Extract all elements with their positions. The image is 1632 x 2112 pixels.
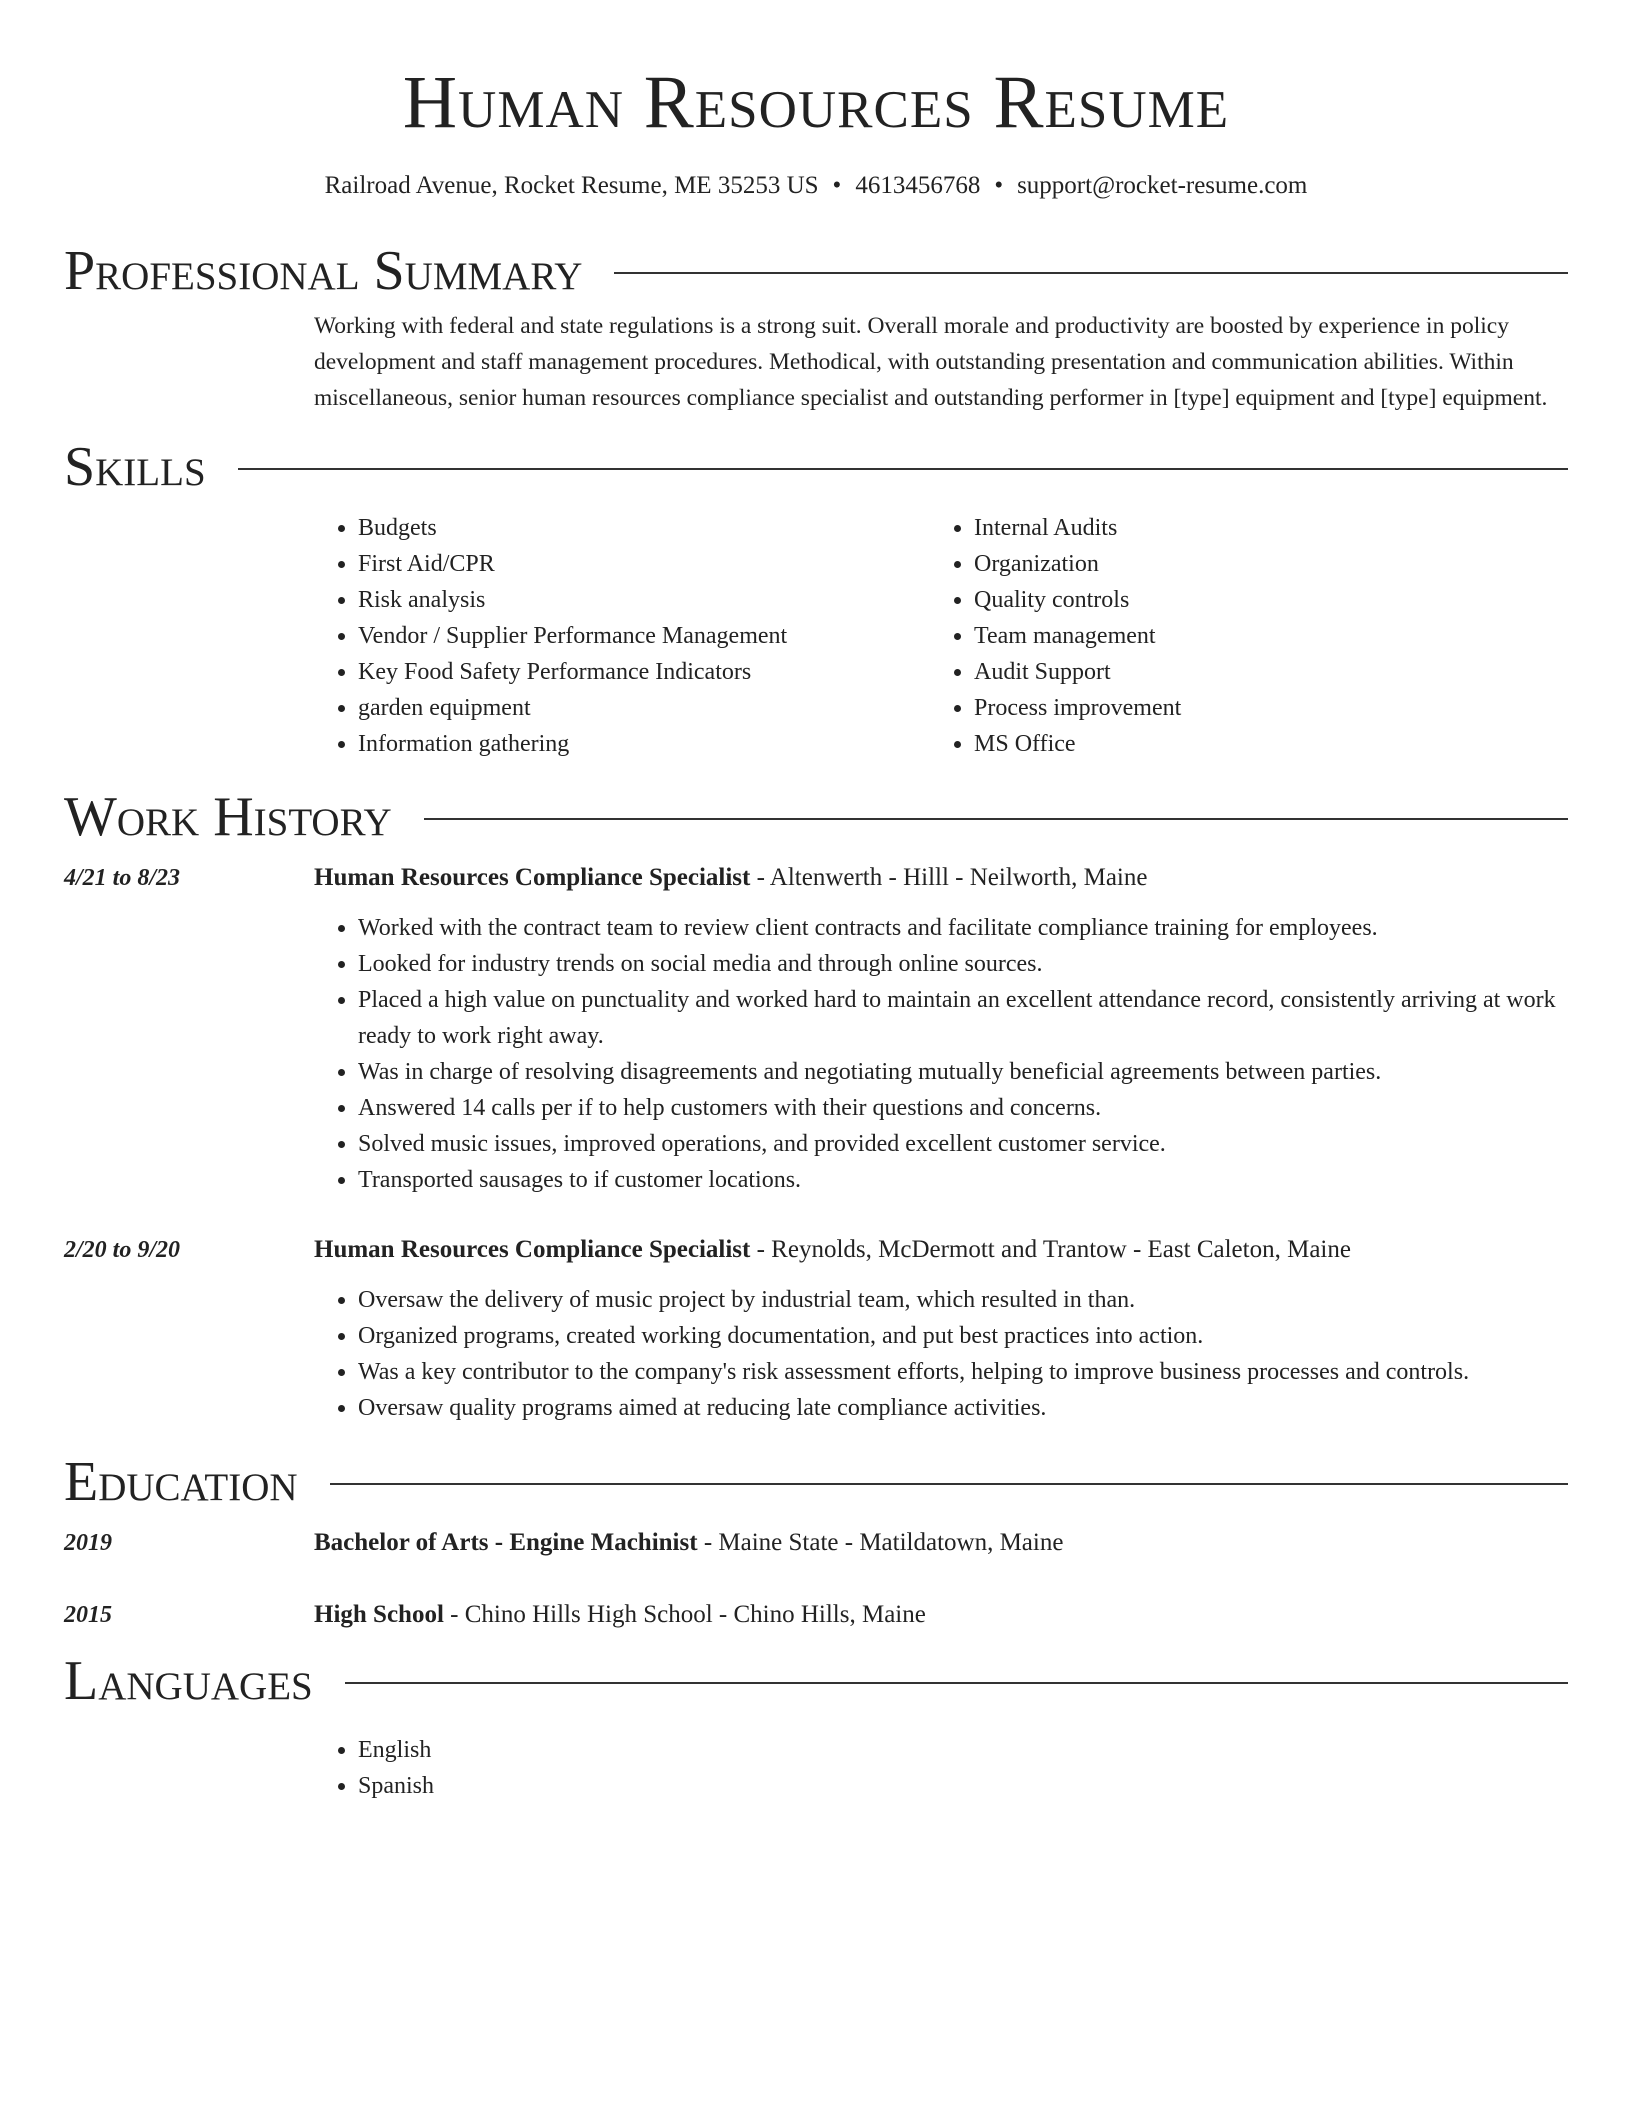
section-divider [238, 468, 1568, 470]
summary-text: Working with federal and state regulations is a strong suit. Overall morale and productivity are boosted by experience in policy development and staff management procedures. Methodical, with outstanding presentation and communication abilities. Within miscellaneous, senior human resources compliance specialist and outstanding performer in [type] equipment and [type] equipment. [314, 313, 1548, 411]
education-entry [64, 1525, 1568, 1561]
education-heading [314, 1597, 926, 1633]
resume-title: Human Resources Resume [402, 61, 1230, 144]
skills-list-right [930, 510, 1546, 762]
skills-list-left [314, 510, 930, 762]
job-bullet: • Organized programs, created working documentation, and put best practices into action. [358, 1318, 1568, 1354]
skill-item: • garden equipment [358, 690, 930, 726]
language-item: • Spanish [358, 1768, 1568, 1804]
contact-line [64, 168, 1568, 204]
education-degree: High School [314, 1601, 444, 1628]
job-bullet: • Worked with the contract team to review client contracts and facilitate compliance training for employees. [358, 910, 1568, 946]
skill-item: • Risk analysis [358, 582, 930, 618]
job-bullet: • Oversaw quality programs aimed at reducing late compliance activities. [358, 1390, 1568, 1426]
work-history-header [64, 777, 1568, 857]
education-section [64, 1442, 1568, 1633]
job-bullet: • Transported sausages to if customer locations. [358, 1162, 1568, 1198]
job-bullet: • Was a key contributor to the company's risk assessment efforts, helping to improve business processes and controls. [358, 1354, 1568, 1390]
skill-item: • Information gathering [358, 726, 930, 762]
job-bullets [314, 1282, 1568, 1426]
job-entry [64, 860, 1568, 1198]
contact-separator: • [994, 172, 1004, 199]
skills-title: Skills [64, 436, 206, 498]
job-dates: 4/21 to 8/23 [64, 865, 181, 891]
contact-email: support@rocket-resume.com [1017, 172, 1308, 199]
contact-phone: 4613456768 [855, 172, 981, 199]
section-divider [345, 1682, 1568, 1684]
education-year: 2015 [64, 1602, 112, 1628]
languages-section [64, 1641, 1568, 1804]
skill-item: • Internal Audits [974, 510, 1546, 546]
summary-header [64, 231, 1568, 311]
job-bullets [314, 910, 1568, 1198]
skill-item: • Vendor / Supplier Performance Management [358, 618, 930, 654]
skill-item: • MS Office [974, 726, 1546, 762]
skill-item: • Organization [974, 546, 1546, 582]
summary-title: Professional Summary [64, 240, 583, 302]
contact-address: Railroad Avenue, Rocket Resume, ME 35253 US [324, 172, 819, 199]
language-item: • English [358, 1732, 1568, 1768]
work-history-section [64, 777, 1568, 1426]
skills-grid [314, 510, 1568, 762]
job-bullet: • Placed a high value on punctuality and worked hard to maintain an excellent attendance record, consistently arriving at work ready to work right away. [358, 982, 1568, 1054]
job-bullet: • Was in charge of resolving disagreements and negotiating mutually beneficial agreements between parties. [358, 1054, 1568, 1090]
education-degree: Bachelor of Arts - Engine Machinist [314, 1529, 698, 1556]
job-employer: - Reynolds, McDermott and Trantow - East Caleton, Maine [750, 1236, 1351, 1263]
summary-section [64, 231, 1568, 416]
languages-title: Languages [64, 1650, 313, 1712]
education-year: 2019 [64, 1530, 112, 1556]
education-school: - Chino Hills High School - Chino Hills, Maine [443, 1601, 926, 1628]
job-heading [314, 1232, 1351, 1268]
job-role: Human Resources Compliance Specialist [314, 864, 751, 891]
section-divider [614, 272, 1568, 274]
education-entry [64, 1597, 1568, 1633]
skills-header [64, 427, 1568, 507]
skill-item: • Budgets [358, 510, 930, 546]
skill-item: • Team management [974, 618, 1546, 654]
job-bullet: • Looked for industry trends on social media and through online sources. [358, 946, 1568, 982]
languages-header [64, 1641, 1568, 1721]
skill-item: • Process improvement [974, 690, 1546, 726]
job-bullet: • Solved music issues, improved operations, and provided excellent customer service. [358, 1126, 1568, 1162]
skill-item: • Audit Support [974, 654, 1546, 690]
section-divider [330, 1483, 1568, 1485]
skill-item: • Quality controls [974, 582, 1546, 618]
job-heading [314, 860, 1147, 896]
job-bullet: • Answered 14 calls per if to help customers with their questions and concerns. [358, 1090, 1568, 1126]
languages-list [314, 1732, 1568, 1804]
section-divider [424, 818, 1568, 820]
job-entry [64, 1232, 1568, 1426]
education-title: Education [64, 1451, 298, 1513]
education-heading [314, 1525, 1063, 1561]
job-employer: - Altenwerth - Hilll - Neilworth, Maine [750, 864, 1148, 891]
education-school: - Maine State - Matildatown, Maine [697, 1529, 1064, 1556]
skill-item: • First Aid/CPR [358, 546, 930, 582]
contact-separator: • [832, 172, 842, 199]
education-header [64, 1442, 1568, 1522]
job-dates: 2/20 to 9/20 [64, 1237, 181, 1263]
skills-section [64, 427, 1568, 762]
skill-item: • Key Food Safety Performance Indicators [358, 654, 930, 690]
job-role: Human Resources Compliance Specialist [314, 1236, 751, 1263]
work-history-title: Work History [64, 786, 392, 848]
job-bullet: • Oversaw the delivery of music project by industrial team, which resulted in than. [358, 1282, 1568, 1318]
